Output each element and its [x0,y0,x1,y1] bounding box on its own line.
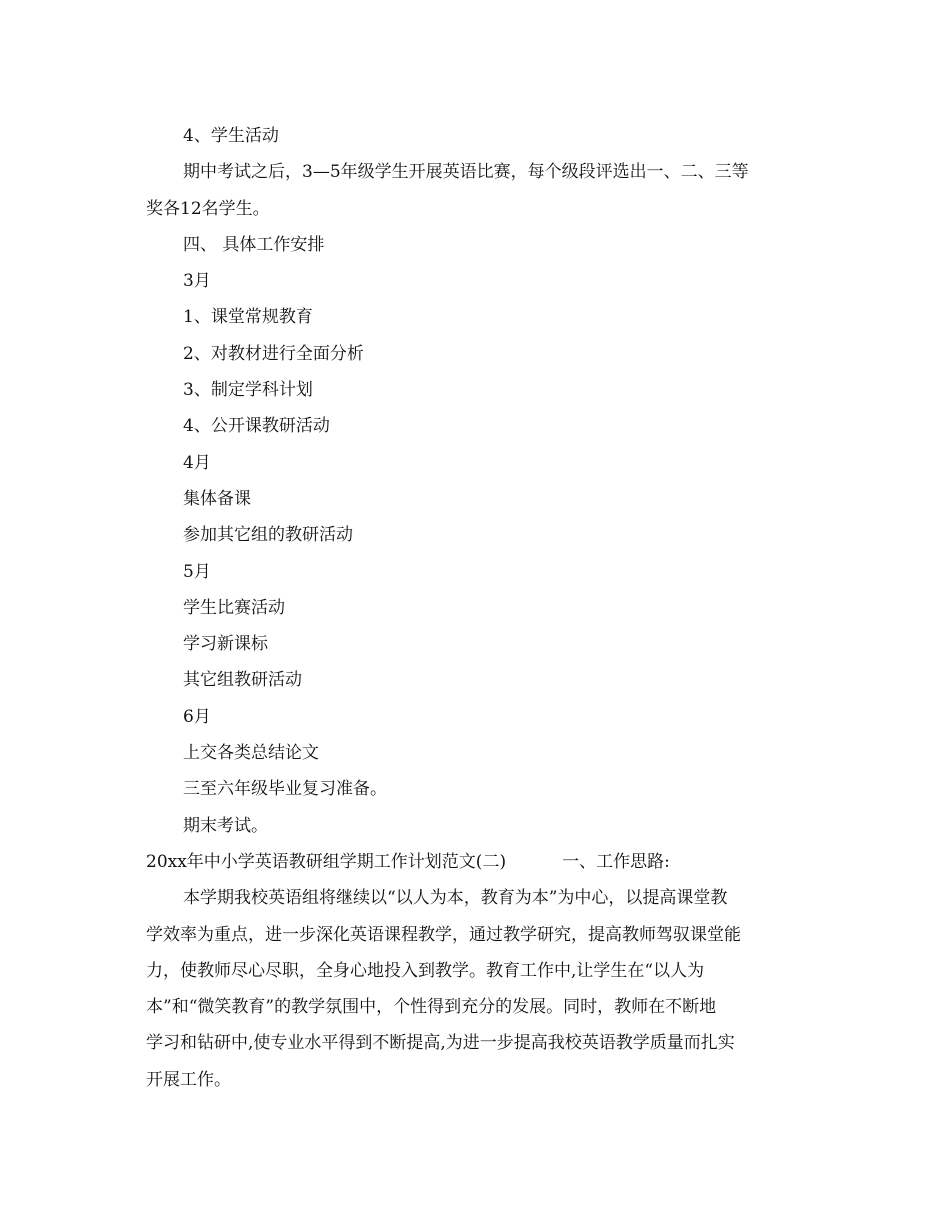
text-line: 学生比赛活动 [183,597,285,618]
text-line: 期末考试。 [183,815,268,836]
text-line: 3月 [183,271,211,292]
text-line: 集体备课 [183,488,251,509]
text-line: 6月 [183,706,211,727]
text-line: 1、课堂常规教育 [183,307,313,328]
section-subheading: 一、工作思路: [562,851,670,872]
text-line: 学习和钻研中,使专业水平得到不断提高,为进一步提高我校英语教学质量而扎实 [146,1033,735,1054]
text-line: 4月 [183,452,211,473]
text-line: 学习新课标 [183,634,268,655]
text-line: 四、 具体工作安排 [183,234,325,255]
text-line: 其它组教研活动 [183,670,302,691]
text-line: 力，使教师尽心尽职，全身心地投入到教学。教育工作中,让学生在“以人为 [146,960,705,981]
text-line: 本学期我校英语组将继续以“以人为本，教育为本”为中心，以提高课堂教 [183,888,728,909]
text-line: 本”和“微笑教育”的教学氛围中，个性得到充分的发展。同时，教师在不断地 [146,997,717,1018]
text-line: 开展工作。 [146,1069,231,1090]
text-line: 参加其它组的教研活动 [183,525,353,546]
text-line: 3、制定学科计划 [183,380,313,401]
text-line: 4、公开课教研活动 [183,416,330,437]
document-body [146,118,806,1098]
text-line: 2、对教材进行全面分析 [183,343,364,364]
section-heading [146,844,806,880]
text-line: 三至六年级毕业复习准备。 [183,779,387,800]
text-line: 5月 [183,561,211,582]
work-ideas-paragraph [146,880,806,1098]
section-title: 20xx年中小学英语教研组学期工作计划范文(二) [146,851,507,872]
plan-lines [146,118,806,844]
text-line: 4、学生活动 [183,126,279,146]
text-line: 奖各12名学生。 [146,198,270,219]
text-line: 期中考试之后，3—5年级学生开展英语比赛，每个级段评选出一、二、三等 [183,162,749,183]
text-line: 上交各类总结论文 [183,743,319,764]
text-line: 学效率为重点，进一步深化英语课程教学，通过教学研究，提高教师驾驭课堂能 [146,924,741,945]
